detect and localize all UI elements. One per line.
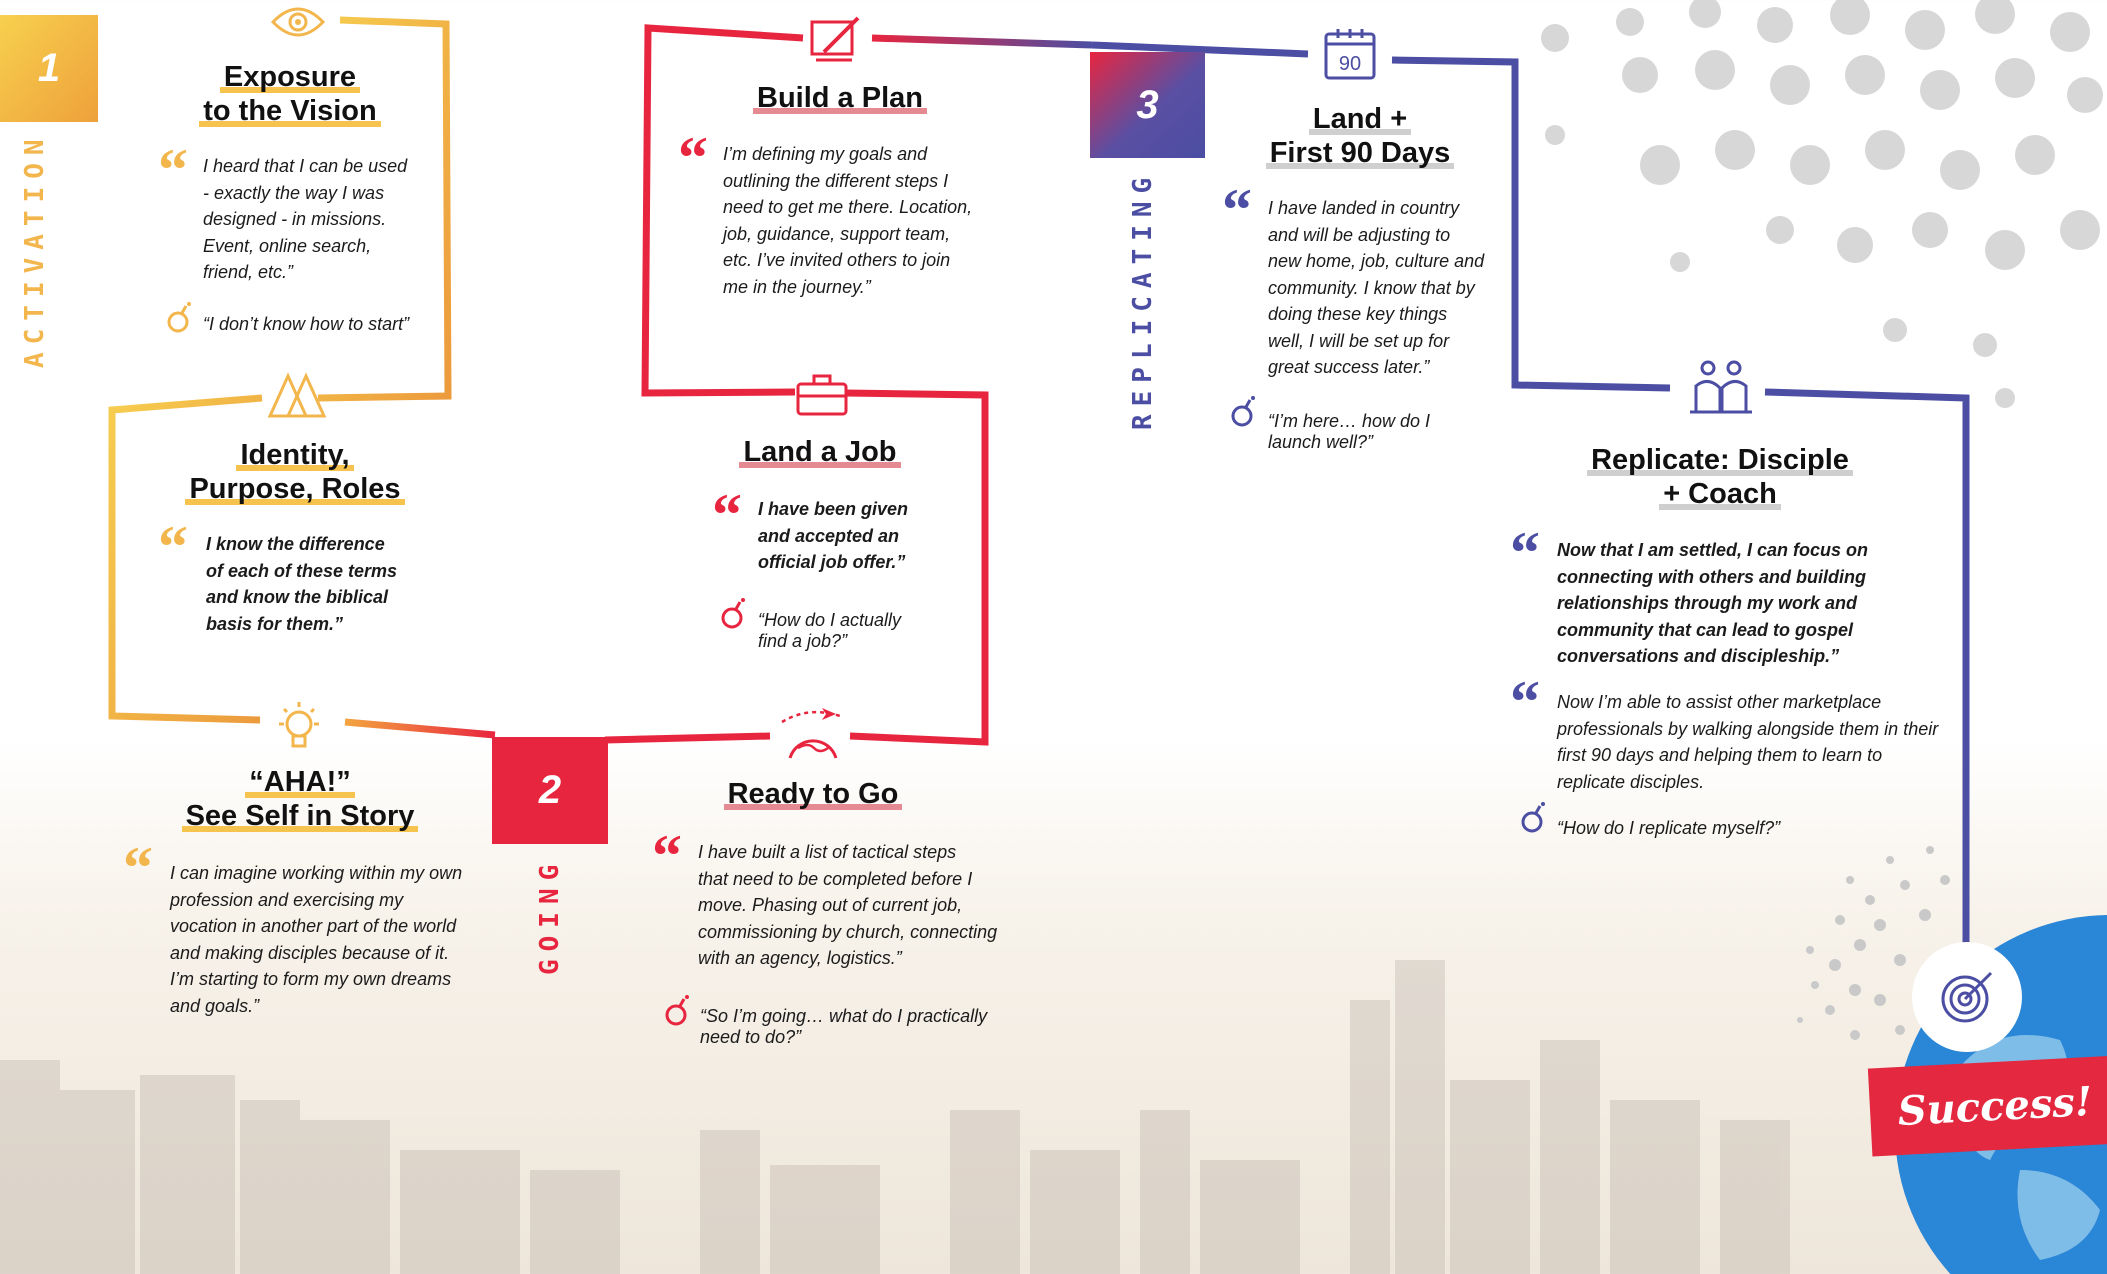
bomb-icon [664, 993, 692, 1027]
phase-label-activation: ACTIVATION [20, 131, 50, 368]
step-title-build-plan [720, 81, 960, 115]
title-line: Replicate: Disciple [1587, 444, 1853, 476]
quote-mark-icon: “ [1510, 669, 1540, 735]
title-line: to the Vision [199, 95, 380, 127]
title-line: “AHA!” [245, 766, 355, 798]
target-icon [1937, 967, 1997, 1027]
step-title-replicate [1560, 443, 1880, 511]
title-line: Identity, [236, 439, 353, 471]
bomb-icon [1520, 800, 1548, 834]
title-line: Purpose, Roles [185, 473, 404, 505]
step-title-land-job [700, 435, 940, 469]
quote-exposure: I heard that I can be used - exactly the way I was designed - in missions. Event, online search, friend, etc.” [203, 156, 408, 282]
bomb-icon [166, 300, 194, 334]
question-exposure: “I don’t know how to start” [203, 314, 410, 334]
bomb-icon [720, 596, 748, 630]
quote-mark-icon: “ [1222, 177, 1252, 243]
quote-mark-icon: “ [158, 514, 188, 580]
quote-mark-icon: “ [712, 482, 742, 548]
calendar-90-icon [1322, 26, 1378, 82]
quote-mark-icon: “ [123, 835, 153, 901]
eye-icon [270, 2, 326, 42]
quote-identity: I know the difference of each of these terms and know the biblical basis for them.” [206, 534, 398, 634]
quote-build-plan: I’m defining my goals and outlining the different steps I need to get me there. Location, job, guidance, support team, etc. I’ve invited others to join me in the journey.” [723, 144, 973, 297]
title-line: Ready to Go [724, 778, 903, 810]
title-line: + Coach [1659, 478, 1781, 510]
briefcase-icon [795, 372, 849, 418]
quote-replicate-2: Now I’m able to assist other marketplace professionals by walking alongside them in their first 90 days and helping them to learn to replicate disciples. [1557, 692, 1939, 792]
quote-mark-icon: “ [678, 125, 708, 191]
quote-mark-icon: “ [1510, 520, 1540, 586]
phase-label-going: GOING [535, 856, 565, 975]
title-line: Build a Plan [753, 82, 927, 114]
question-land90: “I’m here… how do I launch well?” [1268, 411, 1431, 452]
people-coaching-icon [1688, 356, 1754, 416]
quote-mark-icon: “ [652, 823, 682, 889]
title-line: Exposure [220, 61, 360, 93]
title-line: First 90 Days [1266, 137, 1455, 169]
calendar-90-text: 90 [1338, 53, 1362, 75]
step-title-land90 [1220, 102, 1500, 170]
airplane-globe-icon [778, 702, 848, 760]
success-label: Success! [1896, 1077, 2094, 1135]
pencil-ruler-icon [808, 12, 866, 64]
step-title-exposure [160, 60, 420, 128]
phase-1-number: 1 [37, 46, 61, 90]
success-banner [1868, 1056, 2107, 1157]
step-title-identity [170, 438, 420, 506]
question-land-job: “How do I actually find a job?” [758, 610, 902, 651]
title-line: Land + [1309, 103, 1411, 135]
quote-ready: I have built a list of tactical steps that need to be completed before I move. Phasing out of current job, commissioning by church, connecting with an agency, logistics.” [698, 842, 998, 968]
title-line: See Self in Story [182, 800, 419, 832]
phase-2-number: 2 [538, 768, 562, 812]
step-title-ready [693, 777, 933, 811]
quote-land90: I have landed in country and will be adjusting to new home, job, culture and community. I know that by doing these key things well, I will be set up for great success later.” [1268, 198, 1485, 377]
bomb-icon [1230, 394, 1258, 428]
quote-replicate-1: Now that I am settled, I can focus on connecting with others and building relationships through my work and community that can lead to gospel conversations and discipleship.” [1557, 540, 1869, 666]
step-title-aha [160, 765, 440, 833]
question-replicate: “How do I replicate myself?” [1557, 818, 1781, 838]
quote-mark-icon: “ [158, 137, 188, 203]
title-line: Land a Job [739, 436, 900, 468]
phase-3-number: 3 [1136, 82, 1159, 127]
question-ready: “So I’m going… what do I practically need to do?” [700, 1006, 988, 1047]
triangles-icon [268, 372, 326, 420]
phase-label-replicating: REPLICATING [1128, 169, 1158, 430]
quote-land-job: I have been given and accepted an official job offer.” [758, 499, 909, 572]
lightbulb-icon [275, 700, 323, 754]
quote-aha: I can imagine working within my own profession and exercising my vocation in another part of the world and making disciples because of it. I’m starting to form my own dreams and goals.” [170, 863, 463, 1016]
